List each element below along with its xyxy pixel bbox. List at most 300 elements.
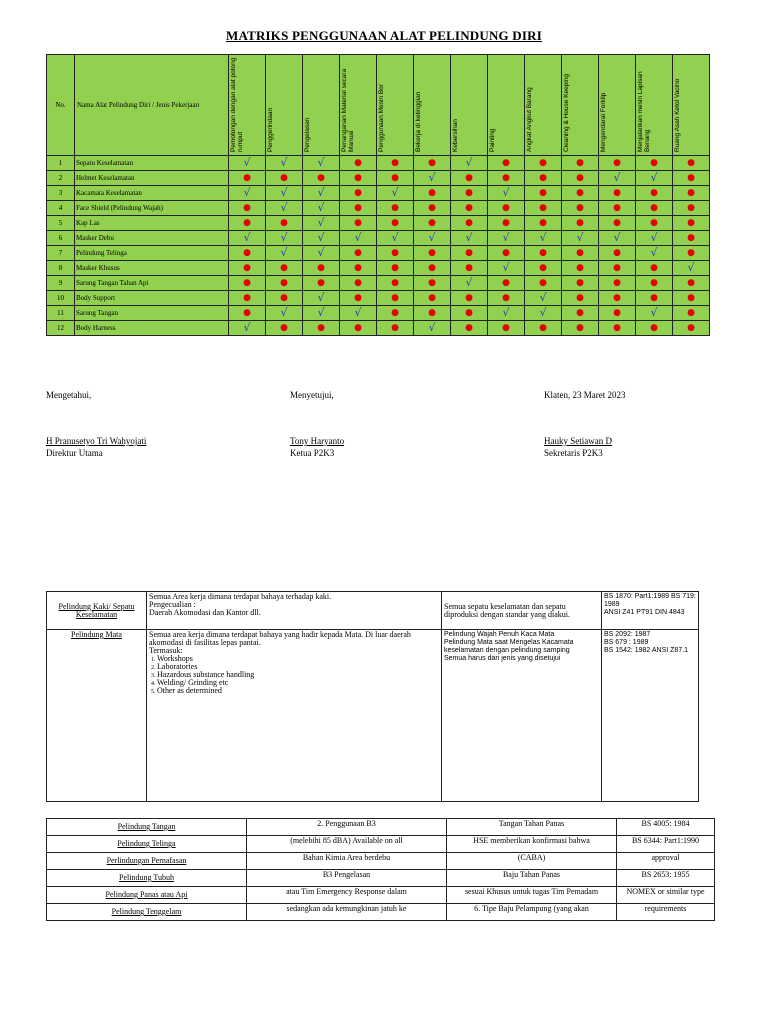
row-number: 5 <box>47 216 75 231</box>
matrix-cell <box>303 156 340 171</box>
bottom-area-cell: 2. Penggunaan B3 <box>247 819 447 836</box>
ppe-name: Pelindung Telinga <box>75 246 229 261</box>
red-dot-icon: ● <box>391 218 399 228</box>
red-dot-icon: ● <box>539 323 547 333</box>
red-dot-icon: ● <box>687 158 695 168</box>
table-row <box>47 246 710 261</box>
job-column-label: Bekerja di ketinggian <box>415 91 422 152</box>
red-dot-icon: ● <box>650 278 658 288</box>
job-column-label: Pengelasan <box>304 117 311 152</box>
table-row <box>47 201 710 216</box>
spec-area-mata-line2: Termasuk: <box>149 646 183 655</box>
matrix-cell <box>377 246 414 261</box>
matrix-cell <box>266 216 303 231</box>
matrix-cell <box>562 171 599 186</box>
table-row <box>47 853 715 870</box>
bottom-area-cell: atau Tim Emergency Response dalam <box>247 887 447 904</box>
red-dot-icon: ● <box>428 308 436 318</box>
job-column-header <box>229 55 266 156</box>
job-column-header <box>303 55 340 156</box>
list-item: 1. Workshops <box>157 655 439 663</box>
red-dot-icon: ● <box>280 293 288 303</box>
ppe-name: Kap Las <box>75 216 229 231</box>
bottom-req-cell: (CABA) <box>447 853 617 870</box>
spec-area-mata-line1: Semua area kerja dimana terdapat bahaya yang hadir kepada Mata. Di luar daerah akomodasi di fasilitas lepas pantai. <box>149 630 411 647</box>
ppe-matrix-table <box>46 54 710 336</box>
job-column-label: Painting <box>489 128 496 152</box>
check-mark-icon: √ <box>280 231 288 244</box>
matrix-cell <box>414 306 451 321</box>
matrix-cell <box>488 156 525 171</box>
matrix-cell <box>599 291 636 306</box>
matrix-cell <box>636 186 673 201</box>
red-dot-icon: ● <box>613 188 621 198</box>
red-dot-icon: ● <box>613 158 621 168</box>
matrix-cell <box>229 201 266 216</box>
spec-req-mata-line2: Pelindung Mata saat Mengelas Kacamata keselamatan dengan pelindung samping <box>444 639 574 654</box>
matrix-cell <box>525 231 562 246</box>
red-dot-icon: ● <box>576 308 584 318</box>
check-mark-icon: √ <box>391 231 399 244</box>
matrix-cell <box>303 261 340 276</box>
row-number: 12 <box>47 321 75 336</box>
ppe-name: Helmet Keselamatan <box>75 171 229 186</box>
red-dot-icon: ● <box>539 248 547 258</box>
matrix-cell <box>303 321 340 336</box>
place-date: Klaten, 23 Maret 2023 <box>544 390 626 400</box>
job-column-label: Pemotongan dengan alat potong rumput <box>230 57 244 152</box>
red-dot-icon: ● <box>613 308 621 318</box>
spec-area-kaki-line1: Semua Area kerja dimana terdapat bahaya terhadap kaki. <box>149 592 332 601</box>
matrix-cell <box>340 246 377 261</box>
ppe-name: Sepatu Keselamatan <box>75 156 229 171</box>
red-dot-icon: ● <box>465 173 473 183</box>
check-mark-icon: √ <box>502 306 510 319</box>
ppe-name: Body Support <box>75 291 229 306</box>
matrix-body <box>47 156 710 336</box>
matrix-cell <box>229 306 266 321</box>
red-dot-icon: ● <box>428 293 436 303</box>
red-dot-icon: ● <box>354 323 362 333</box>
matrix-cell <box>340 156 377 171</box>
matrix-cell <box>562 261 599 276</box>
bottom-area-cell: B3 Pengelasan <box>247 870 447 887</box>
red-dot-icon: ● <box>650 293 658 303</box>
signer-role-3: Sekretaris P2K3 <box>544 448 603 458</box>
job-column-label: Penanganan Material secara Manual <box>341 68 355 152</box>
signer-role-2: Ketua P2K3 <box>290 448 335 458</box>
red-dot-icon: ● <box>687 233 695 243</box>
matrix-cell <box>414 261 451 276</box>
matrix-cell <box>562 231 599 246</box>
job-column-label: Cleaning & House Keeping <box>563 73 570 152</box>
red-dot-icon: ● <box>613 248 621 258</box>
matrix-cell <box>599 321 636 336</box>
red-dot-icon: ● <box>687 278 695 288</box>
row-number: 1 <box>47 156 75 171</box>
red-dot-icon: ● <box>687 203 695 213</box>
matrix-cell <box>414 216 451 231</box>
check-mark-icon: √ <box>317 156 325 169</box>
job-column-header <box>266 55 303 156</box>
matrix-cell <box>525 201 562 216</box>
check-mark-icon: √ <box>539 291 547 304</box>
red-dot-icon: ● <box>465 248 473 258</box>
bottom-cat-cell: Pelindung Tubuh <box>47 870 247 887</box>
red-dot-icon: ● <box>576 188 584 198</box>
red-dot-icon: ● <box>465 293 473 303</box>
spec-std-kaki-line2: ANSI Z41 PT91 DIN 4843 <box>604 609 685 616</box>
red-dot-icon: ● <box>502 248 510 258</box>
no-header: No. <box>47 55 75 156</box>
red-dot-icon: ● <box>391 173 399 183</box>
red-dot-icon: ● <box>502 218 510 228</box>
row-number: 10 <box>47 291 75 306</box>
matrix-cell <box>266 291 303 306</box>
check-mark-icon: √ <box>428 231 436 244</box>
job-column-header <box>340 55 377 156</box>
matrix-cell <box>599 261 636 276</box>
red-dot-icon: ● <box>687 248 695 258</box>
red-dot-icon: ● <box>650 218 658 228</box>
spec-std-mata-line2: BS 679 : 1989 <box>604 639 649 646</box>
red-dot-icon: ● <box>243 278 251 288</box>
red-dot-icon: ● <box>391 293 399 303</box>
red-dot-icon: ● <box>354 218 362 228</box>
matrix-cell <box>599 246 636 261</box>
red-dot-icon: ● <box>465 203 473 213</box>
red-dot-icon: ● <box>539 158 547 168</box>
matrix-cell <box>303 246 340 261</box>
matrix-cell <box>451 186 488 201</box>
bottom-req-cell: Baju Tahan Panas <box>447 870 617 887</box>
red-dot-icon: ● <box>317 263 325 273</box>
matrix-cell <box>266 246 303 261</box>
matrix-cell <box>599 186 636 201</box>
red-dot-icon: ● <box>502 173 510 183</box>
bottom-area-cell: Bahan Kimia Area berdebu <box>247 853 447 870</box>
red-dot-icon: ● <box>317 278 325 288</box>
list-item: 2. Laboratories <box>157 663 439 671</box>
table-row <box>47 321 710 336</box>
red-dot-icon: ● <box>687 308 695 318</box>
row-number: 2 <box>47 171 75 186</box>
red-dot-icon: ● <box>317 323 325 333</box>
red-dot-icon: ● <box>539 203 547 213</box>
matrix-cell <box>525 186 562 201</box>
matrix-cell <box>562 246 599 261</box>
matrix-cell <box>673 276 710 291</box>
job-column-header <box>451 55 488 156</box>
bottom-std-cell: BS 6344: Part1:1990 <box>617 836 715 853</box>
spec-category-kaki: Pelindung Kaki/ Sepatu Keselamatan <box>47 592 147 630</box>
matrix-cell <box>266 261 303 276</box>
red-dot-icon: ● <box>576 203 584 213</box>
red-dot-icon: ● <box>280 263 288 273</box>
red-dot-icon: ● <box>391 203 399 213</box>
check-mark-icon: √ <box>465 276 473 289</box>
matrix-cell <box>229 261 266 276</box>
matrix-cell <box>377 321 414 336</box>
signer-name-1: H Pranusetyo Tri Wahyojati <box>46 436 147 446</box>
matrix-cell <box>229 246 266 261</box>
matrix-cell <box>229 291 266 306</box>
red-dot-icon: ● <box>354 188 362 198</box>
table-row <box>47 870 715 887</box>
spec-std-kaki-line1: BS 1870: Part1:1989 BS 719: 1989 <box>604 593 696 608</box>
matrix-cell <box>488 231 525 246</box>
matrix-cell <box>525 291 562 306</box>
red-dot-icon: ● <box>428 203 436 213</box>
spec-area-mata-list <box>149 655 439 695</box>
red-dot-icon: ● <box>243 218 251 228</box>
red-dot-icon: ● <box>391 263 399 273</box>
matrix-cell <box>451 171 488 186</box>
table-row <box>47 836 715 853</box>
matrix-header-row <box>47 55 710 156</box>
matrix-cell <box>525 216 562 231</box>
table-row <box>47 231 710 246</box>
row-number: 9 <box>47 276 75 291</box>
red-dot-icon: ● <box>576 323 584 333</box>
name-header: Nama Alat Pelindung Diri / Jenis Pekerjaan <box>75 55 229 156</box>
check-mark-icon: √ <box>428 171 436 184</box>
matrix-cell <box>414 291 451 306</box>
bottom-std-cell: requirements <box>617 904 715 921</box>
matrix-cell <box>340 186 377 201</box>
matrix-cell <box>266 231 303 246</box>
ppe-name: Face Shield (Pelindung Wajah) <box>75 201 229 216</box>
check-mark-icon: √ <box>465 156 473 169</box>
matrix-cell <box>303 171 340 186</box>
matrix-cell <box>562 321 599 336</box>
matrix-cell <box>525 261 562 276</box>
spec-area-kaki <box>147 592 442 630</box>
bottom-cat-cell: Pelindung Telinga <box>47 836 247 853</box>
signer-name-2: Tony Haryanto <box>290 436 345 446</box>
check-mark-icon: √ <box>317 306 325 319</box>
bottom-req-cell: Tangan Tahan Panas <box>447 819 617 836</box>
check-mark-icon: √ <box>354 231 362 244</box>
red-dot-icon: ● <box>243 308 251 318</box>
red-dot-icon: ● <box>243 173 251 183</box>
check-mark-icon: √ <box>428 321 436 334</box>
spec-category-mata: Pelindung Mata <box>47 630 147 802</box>
check-mark-icon: √ <box>539 231 547 244</box>
red-dot-icon: ● <box>280 173 288 183</box>
spec-area-mata <box>147 630 442 802</box>
matrix-cell <box>451 276 488 291</box>
check-mark-icon: √ <box>502 231 510 244</box>
red-dot-icon: ● <box>539 173 547 183</box>
check-mark-icon: √ <box>613 231 621 244</box>
table-row <box>47 819 715 836</box>
red-dot-icon: ● <box>687 323 695 333</box>
matrix-cell <box>340 306 377 321</box>
matrix-cell <box>525 246 562 261</box>
matrix-cell <box>266 156 303 171</box>
matrix-cell <box>636 261 673 276</box>
matrix-cell <box>636 246 673 261</box>
red-dot-icon: ● <box>428 158 436 168</box>
table-row <box>47 306 710 321</box>
matrix-cell <box>562 276 599 291</box>
matrix-cell <box>451 306 488 321</box>
matrix-cell <box>636 231 673 246</box>
job-column-header <box>673 55 710 156</box>
table-row <box>47 216 710 231</box>
red-dot-icon: ● <box>650 158 658 168</box>
check-mark-icon: √ <box>280 156 288 169</box>
bottom-req-cell: sesuai Khusus untuk tugas Tim Pemadam <box>447 887 617 904</box>
red-dot-icon: ● <box>280 323 288 333</box>
matrix-cell <box>340 171 377 186</box>
job-column-label: Penggunaan Mesin Bor <box>378 84 385 152</box>
matrix-cell <box>636 276 673 291</box>
ppe-bottom-table <box>46 818 715 921</box>
matrix-cell <box>562 291 599 306</box>
red-dot-icon: ● <box>502 278 510 288</box>
bottom-std-cell: BS 2653: 1955 <box>617 870 715 887</box>
ppe-name: Sarung Tangan <box>75 306 229 321</box>
bottom-cat-cell: Pelindung Tangan <box>47 819 247 836</box>
red-dot-icon: ● <box>428 248 436 258</box>
matrix-cell <box>673 321 710 336</box>
matrix-cell <box>266 186 303 201</box>
matrix-cell <box>451 156 488 171</box>
matrix-cell <box>451 321 488 336</box>
check-mark-icon: √ <box>317 246 325 259</box>
table-row <box>47 887 715 904</box>
row-number: 11 <box>47 306 75 321</box>
check-mark-icon: √ <box>280 246 288 259</box>
matrix-cell <box>636 201 673 216</box>
check-mark-icon: √ <box>650 246 658 259</box>
check-mark-icon: √ <box>317 216 325 229</box>
check-mark-icon: √ <box>243 186 251 199</box>
red-dot-icon: ● <box>428 263 436 273</box>
red-dot-icon: ● <box>613 218 621 228</box>
matrix-cell <box>377 276 414 291</box>
matrix-cell <box>414 171 451 186</box>
red-dot-icon: ● <box>354 158 362 168</box>
matrix-cell <box>266 201 303 216</box>
red-dot-icon: ● <box>243 293 251 303</box>
matrix-cell <box>377 231 414 246</box>
red-dot-icon: ● <box>354 173 362 183</box>
matrix-cell <box>303 306 340 321</box>
red-dot-icon: ● <box>465 218 473 228</box>
check-mark-icon: √ <box>243 321 251 334</box>
job-column-label: Menjalankan mesin Lapisan Benang <box>637 71 651 152</box>
red-dot-icon: ● <box>539 188 547 198</box>
check-mark-icon: √ <box>650 231 658 244</box>
matrix-cell <box>488 201 525 216</box>
matrix-cell <box>229 276 266 291</box>
table-row <box>47 186 710 201</box>
check-mark-icon: √ <box>280 306 288 319</box>
red-dot-icon: ● <box>687 173 695 183</box>
matrix-cell <box>377 201 414 216</box>
matrix-cell <box>303 276 340 291</box>
matrix-cell <box>266 276 303 291</box>
signer-role-1: Direktur Utama <box>46 448 103 458</box>
table-row <box>47 261 710 276</box>
matrix-cell <box>673 156 710 171</box>
matrix-cell <box>229 171 266 186</box>
matrix-cell <box>340 291 377 306</box>
matrix-cell <box>451 246 488 261</box>
check-mark-icon: √ <box>576 231 584 244</box>
matrix-cell <box>488 186 525 201</box>
signer-name-3: Hauky Setiawan D <box>544 436 612 446</box>
ppe-name: Masker Khusus <box>75 261 229 276</box>
matrix-cell <box>377 156 414 171</box>
matrix-cell <box>451 291 488 306</box>
red-dot-icon: ● <box>576 263 584 273</box>
check-mark-icon: √ <box>613 171 621 184</box>
list-item: 5. Other as determined <box>157 687 439 695</box>
check-mark-icon: √ <box>280 201 288 214</box>
spec-std-mata-line3: BS 1542: 1982 ANSI Z87.1 <box>604 647 689 654</box>
matrix-cell <box>673 261 710 276</box>
job-column-header <box>599 55 636 156</box>
red-dot-icon: ● <box>650 263 658 273</box>
matrix-cell <box>229 186 266 201</box>
matrix-cell <box>599 306 636 321</box>
matrix-cell <box>488 321 525 336</box>
matrix-cell <box>673 291 710 306</box>
matrix-cell <box>266 306 303 321</box>
job-column-header <box>488 55 525 156</box>
matrix-cell <box>303 186 340 201</box>
ppe-name: Kacamata Keselamatan <box>75 186 229 201</box>
matrix-cell <box>636 306 673 321</box>
red-dot-icon: ● <box>428 218 436 228</box>
red-dot-icon: ● <box>354 248 362 258</box>
matrix-cell <box>562 201 599 216</box>
red-dot-icon: ● <box>650 188 658 198</box>
spec-std-mata <box>602 630 699 802</box>
spec-area-kaki-line3: Daerah Akomodasi dan Kantor dll. <box>149 608 261 617</box>
spec-req-kaki: Semua sepatu keselamatan dan sepatu diproduksi dengan standar yang diakui. <box>442 592 602 630</box>
bottom-cat-cell: Pelindung Tenggelam <box>47 904 247 921</box>
check-mark-icon: √ <box>317 186 325 199</box>
check-mark-icon: √ <box>502 261 510 274</box>
check-mark-icon: √ <box>317 201 325 214</box>
red-dot-icon: ● <box>465 308 473 318</box>
job-column-label: Penggerindaan <box>267 107 274 152</box>
table-row <box>47 171 710 186</box>
red-dot-icon: ● <box>576 248 584 258</box>
matrix-cell <box>340 321 377 336</box>
spec-std-kaki <box>602 592 699 630</box>
menyetujui-label: Menyetujui, <box>290 390 334 400</box>
red-dot-icon: ● <box>576 278 584 288</box>
red-dot-icon: ● <box>539 218 547 228</box>
red-dot-icon: ● <box>539 263 547 273</box>
bottom-body <box>47 819 715 921</box>
matrix-cell <box>673 306 710 321</box>
ppe-name: Sarung Tangan Tahan Api <box>75 276 229 291</box>
matrix-cell <box>599 216 636 231</box>
matrix-cell <box>377 216 414 231</box>
matrix-cell <box>488 171 525 186</box>
matrix-cell <box>377 186 414 201</box>
matrix-cell <box>562 156 599 171</box>
matrix-cell <box>599 171 636 186</box>
spec-req-mata <box>442 630 602 802</box>
